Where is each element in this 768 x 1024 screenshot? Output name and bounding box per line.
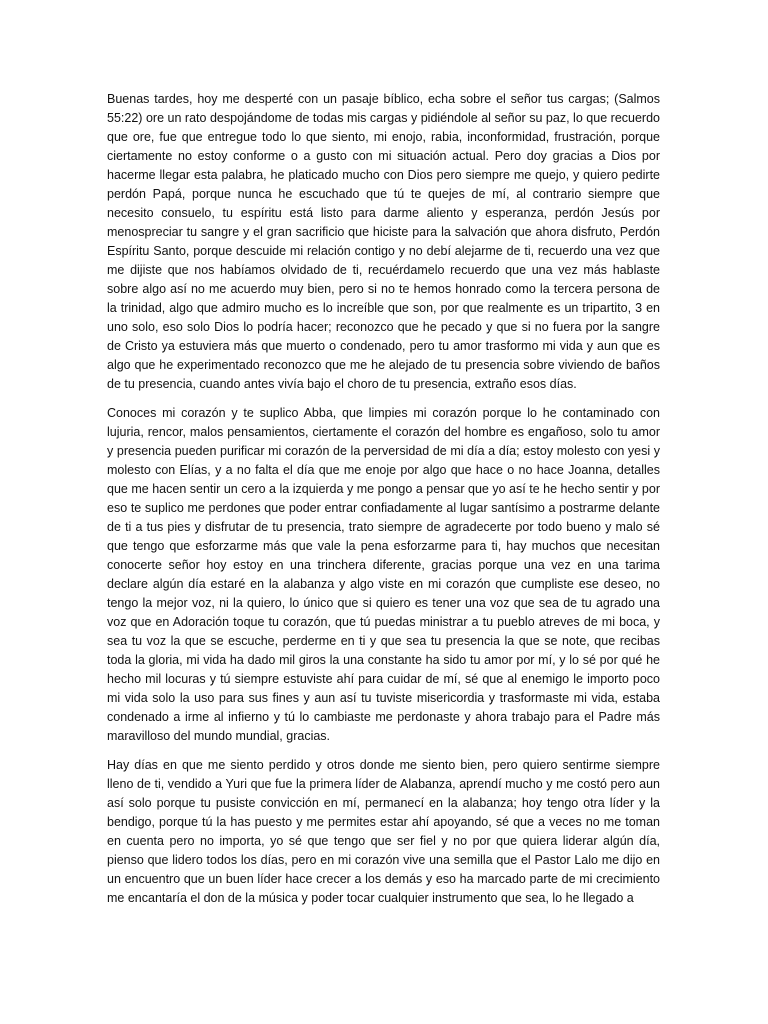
paragraph-3: Hay días en que me siento perdido y otros donde me siento bien, pero quiero sentirme siempre lleno de ti, vendido a Yuri que fue la primera líder de Alabanza, aprendí mucho y me costó pero aun así solo porque tu pusiste convicción en mí, permanecí en la alabanza; hoy tengo otra líder y la bendigo, porque tú la has puesto y me permites estar ahí apoyando, sé que a veces no me toman en cuenta pero no importa, yo sé que tengo que ser fiel y no por que quiera liderar algún día, pienso que lidero todos los días, pero en mi corazón vive una semilla que el Pastor Lalo me dijo en un encuentro que un buen líder hace crecer a los demás y eso ha marcado parte de mi crecimiento me encantaría el don de la música y poder tocar cualquier instrumento que sea, lo he llegado a bbox=[107, 758, 660, 905]
paragraph-1: Buenas tardes, hoy me desperté con un pasaje bíblico, echa sobre el señor tus cargas; (Salmos 55:22) ore un rato despojándome de todas mis cargas y pidiéndole al señor su paz, lo que recuerdo que ore, fue que entregue todo lo que siento, mi enojo, rabia, inconformidad, frustración, porque ciertamente no estoy conforme o a gusto con mi situación actual. Pero doy gracias a Dios por hacerme llegar esta palabra, he platicado mucho con Dios pero siempre me quejo, y quiero pedirte perdón Papá, porque nunca he escuchado que tú te quejes de mí, al contrario siempre que necesito consuelo, tu espíritu está listo para darme aliento y esperanza, perdón Jesús por menospreciar tu sangre y el gran sacrificio que hiciste para la salvación que ahora disfruto, Perdón Espíritu Santo, porque descuide mi relación contigo y no debí alejarme de ti, recuerdo una vez que me dijiste que nos habíamos olvidado de ti, recuérdamelo recuerdo que una vez más hablaste sobre algo así no me acuerdo muy bien, pero si no te hemos honrado como la tercera persona de la trinidad, algo que admiro mucho es lo increíble que son, por que realmente es un tripartito, 3 en uno solo, eso solo Dios lo podría hacer; reconozco que he pecado y que si no fuera por la sangre de Cristo ya estuviera más que muerto o condenado, pero tu amor trasformo mi vida y aun que es algo que he experimentado reconozco que me he alejado de tu presencia sobre viviendo de baños de tu presencia, cuando antes vivía bajo el choro de tu presencia, extraño esos días. bbox=[107, 92, 660, 391]
paragraph-2: Conoces mi corazón y te suplico Abba, que limpies mi corazón porque lo he contaminado con lujuria, rencor, malos pensamientos, ciertamente el corazón del hombre es engañoso, solo tu amor y presencia pueden purificar mi corazón de la perversidad de mi día a día; estoy molesto con yesi y molesto con Elías, y a no falta el día que me enoje por algo que hace o no hace Joanna, detalles que me hacen sentir un cero a la izquierda y me pongo a pensar que yo así te he hecho sentir y por eso te suplico me perdones que poder entrar confiadamente al lugar santísimo a postrarme delante de ti a tus pies y disfrutar de tu presencia, trato siempre de agradecerte por todo bueno y malo sé que tengo que esforzarme más que vale la pena esforzarme para ti, hay muchos que necesitan conocerte señor hoy estoy en una trinchera diferente, gracias porque una vez en una tarima declare algún día estaré en la alabanza y algo viste en mi corazón que cumpliste ese deseo, no tengo la mejor voz, ni la quiero, lo único que si quiero es tener una voz que sea de tu agrado una voz que en Adoración toque tu corazón, que tú puedas ministrar a tu pueblo atreves de mi boca, y sea tu voz la que se escuche, perderme en ti y que sea tu presencia la que se note, que recibas toda la gloria, mi vida ha dado mil giros la una constante ha sido tu amor por mí, y lo sé por qué he hecho mil locuras y tú siempre estuviste ahí para cuidar de mí, sé que al enemigo le importo poco mi vida solo la uso para sus fines y aun así tu tuviste misericordia y trasformaste mi vida, estaba condenado a irme al infierno y tú lo cambiaste me perdonaste y ahora trabajo para el Padre más maravilloso del mundo mundial, gracias. bbox=[107, 406, 660, 743]
